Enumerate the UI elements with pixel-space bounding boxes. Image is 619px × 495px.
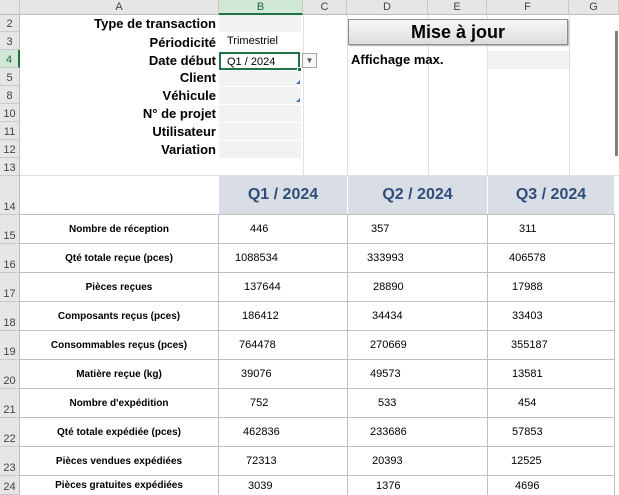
filter-value-periodicity[interactable]: Trimestriel bbox=[219, 33, 301, 50]
row-header[interactable]: 19 bbox=[0, 331, 20, 360]
table-cell: 357 bbox=[348, 215, 488, 244]
filter-value-vehicle[interactable] bbox=[219, 87, 301, 104]
filter-value-variation[interactable] bbox=[219, 141, 301, 158]
row-header[interactable]: 17 bbox=[0, 273, 20, 302]
table-row-label: Consommables reçus (pces) bbox=[20, 331, 219, 360]
row-header[interactable]: 10 bbox=[0, 104, 20, 122]
column-header-d[interactable]: D bbox=[347, 0, 428, 15]
column-header-a[interactable]: A bbox=[20, 0, 219, 15]
table-cell: 333993 bbox=[348, 244, 488, 273]
row-header[interactable]: 2 bbox=[0, 15, 20, 32]
row-header[interactable]: 16 bbox=[0, 244, 20, 273]
row-header[interactable]: 22 bbox=[0, 418, 20, 447]
filter-label-user: Utilisateur bbox=[152, 124, 216, 139]
validation-marker-icon bbox=[296, 98, 300, 102]
chevron-down-icon[interactable]: ▼ bbox=[302, 53, 317, 68]
table-cell: 57853 bbox=[488, 418, 615, 447]
quarter-header: Q1 / 2024 bbox=[219, 176, 348, 214]
row-header[interactable]: 23 bbox=[0, 447, 20, 476]
table-cell: 28890 bbox=[348, 273, 488, 302]
max-display-label: Affichage max. bbox=[351, 52, 444, 67]
row-header[interactable]: 14 bbox=[0, 176, 20, 215]
filter-value-client[interactable] bbox=[219, 71, 301, 86]
row-header[interactable]: 20 bbox=[0, 360, 20, 389]
table-cell: 12525 bbox=[488, 447, 615, 476]
filter-value-user[interactable] bbox=[219, 123, 301, 140]
table-row-label: Composants reçus (pces) bbox=[20, 302, 219, 331]
validation-marker-icon bbox=[296, 80, 300, 84]
table-cell: 355187 bbox=[488, 331, 615, 360]
column-header-f[interactable]: F bbox=[487, 0, 569, 15]
table-cell: 13581 bbox=[488, 360, 615, 389]
table-cell: 33403 bbox=[488, 302, 615, 331]
table-cell: 39076 bbox=[219, 360, 348, 389]
table-cell: 406578 bbox=[488, 244, 615, 273]
filter-label-periodicity: Périodicité bbox=[149, 35, 216, 50]
table-cell: 137644 bbox=[219, 273, 348, 302]
row-header[interactable]: 5 bbox=[0, 68, 20, 86]
start-date-select[interactable]: Q1 / 2024 bbox=[219, 52, 300, 70]
table-cell: 72313 bbox=[219, 447, 348, 476]
table-cell: 20393 bbox=[348, 447, 488, 476]
table-cell: 233686 bbox=[348, 418, 488, 447]
column-header-e[interactable]: E bbox=[428, 0, 487, 15]
row-header[interactable]: 3 bbox=[0, 32, 20, 50]
filter-value-project-number[interactable] bbox=[219, 105, 301, 122]
update-button[interactable]: Mise à jour bbox=[348, 19, 568, 45]
row-header[interactable]: 21 bbox=[0, 389, 20, 418]
filter-label-vehicle: Véhicule bbox=[162, 88, 216, 103]
table-cell: 533 bbox=[348, 389, 488, 418]
quarter-header: Q3 / 2024 bbox=[488, 176, 615, 214]
max-display-field[interactable] bbox=[488, 51, 569, 69]
table-cell: 1088534 bbox=[219, 244, 348, 273]
table-cell: 4696 bbox=[488, 476, 615, 495]
table-row-label: Qté totale reçue (pces) bbox=[20, 244, 219, 273]
column-header-c[interactable]: C bbox=[303, 0, 347, 15]
gridline bbox=[303, 15, 304, 176]
table-cell: 49573 bbox=[348, 360, 488, 389]
table-cell: 270669 bbox=[348, 331, 488, 360]
table-row-label: Nombre de réception bbox=[20, 215, 219, 244]
panel-edge bbox=[615, 31, 618, 156]
corner-select-all[interactable] bbox=[0, 0, 20, 15]
row-header[interactable]: 24 bbox=[0, 476, 20, 495]
filter-label-start-date: Date début bbox=[148, 53, 216, 68]
filter-label-transaction-type: Type de transaction bbox=[94, 16, 216, 31]
row-header[interactable]: 15 bbox=[0, 215, 20, 244]
row-header[interactable]: 18 bbox=[0, 302, 20, 331]
filter-label-variation: Variation bbox=[161, 142, 216, 157]
quarter-header: Q2 / 2024 bbox=[348, 176, 488, 214]
table-cell: 764478 bbox=[219, 331, 348, 360]
table-cell: 462836 bbox=[219, 418, 348, 447]
table-cell: 3039 bbox=[219, 476, 348, 495]
gridline bbox=[569, 15, 570, 176]
column-header-b[interactable]: B bbox=[219, 0, 303, 15]
row-header[interactable]: 8 bbox=[0, 86, 20, 104]
table-row-label: Pièces gratuites expédiées bbox=[20, 476, 219, 495]
row-header[interactable]: 11 bbox=[0, 122, 20, 140]
table-row-label: Pièces reçues bbox=[20, 273, 219, 302]
table-row-label: Qté totale expédiée (pces) bbox=[20, 418, 219, 447]
filter-label-project-number: N° de projet bbox=[142, 106, 216, 121]
row-header[interactable]: 4 bbox=[0, 50, 20, 68]
table-cell: 311 bbox=[488, 215, 615, 244]
table-cell: 17988 bbox=[488, 273, 615, 302]
table-cell: 454 bbox=[488, 389, 615, 418]
table-cell: 186412 bbox=[219, 302, 348, 331]
table-cell: 1376 bbox=[348, 476, 488, 495]
row-header[interactable]: 12 bbox=[0, 140, 20, 158]
table-row-label: Matière reçue (kg) bbox=[20, 360, 219, 389]
filter-label-client: Client bbox=[179, 70, 216, 85]
table-cell: 34434 bbox=[348, 302, 488, 331]
filter-value-transaction-type[interactable] bbox=[219, 15, 301, 32]
table-cell: 446 bbox=[219, 215, 348, 244]
row-header[interactable]: 13 bbox=[0, 158, 20, 176]
table-row-label: Pièces vendues expédiées bbox=[20, 447, 219, 476]
table-row-label: Nombre d'expédition bbox=[20, 389, 219, 418]
table-cell: 752 bbox=[219, 389, 348, 418]
column-header-g[interactable]: G bbox=[569, 0, 619, 15]
